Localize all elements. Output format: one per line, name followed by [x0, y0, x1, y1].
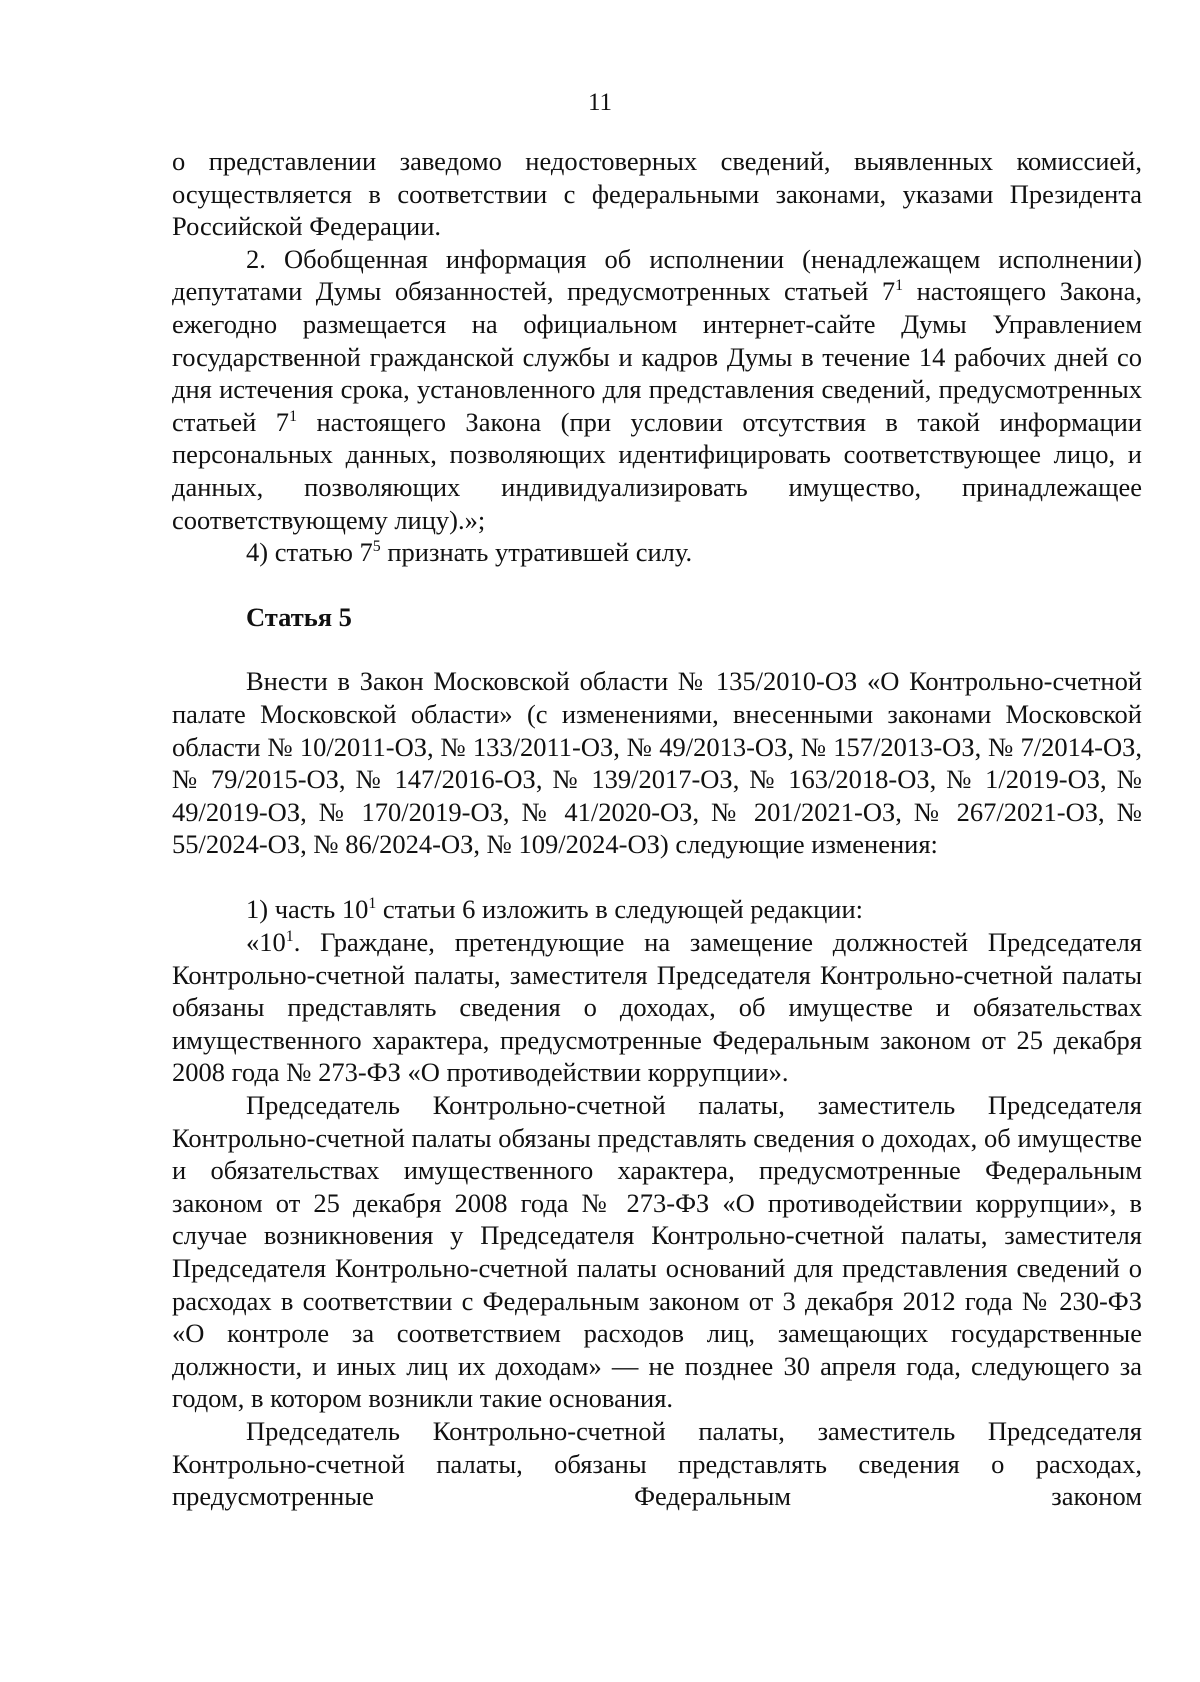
paragraph-item-2	[172, 243, 1142, 536]
paragraph-quoted-10-1	[172, 926, 1142, 1089]
paragraph-expenses-info: Председатель Контрольно-счетной палаты, заместитель Председателя Контрольно-счетной палаты, обязаны представлять сведения о расходах, предусмотренные Федеральным законом	[172, 1415, 1142, 1512]
spacer	[172, 861, 1142, 894]
paragraph-item-2-text-a: 2. Обобщенная информация об исполнении (ненадлежащем исполнении) депутатами Думы обязанностей, предусмотренных статьей 7	[172, 243, 1142, 307]
article-heading: Статья 5	[246, 601, 352, 632]
superscript: 1	[285, 928, 294, 946]
paragraph-amendment-intro: Внести в Закон Московской области № 135/2010-ОЗ «О Контрольно-счетной палате Московской области» (с изменениями, внесенными законами Московской области № 10/2011-ОЗ, № 133/2011-ОЗ, № 49/2013-ОЗ, № 157/2013-ОЗ, № 7/2014-ОЗ, № 79/2015-ОЗ, № 147/2016-ОЗ, № 139/2017-ОЗ, № 163/2018-ОЗ, № 1/2019-ОЗ, № 49/2019-ОЗ, № 170/2019-ОЗ, № 41/2020-ОЗ, № 201/2021-ОЗ, № 267/2021-ОЗ, № 55/2024-ОЗ, № 86/2024-ОЗ, № 109/2024-ОЗ) следующие изменения:	[172, 666, 1142, 860]
paragraph-change-1	[172, 893, 1142, 926]
paragraph-item-2-text-c: настоящего Закона (при условии отсутствия в такой информации персональных данных, позволяющих идентифицировать соответствующее лицо, и данных, позволяющих индивидуализировать имущество, принадлежащее соответствующему лицу).»;	[172, 406, 1142, 535]
paragraph-continuation: о представлении заведомо недостоверных сведений, выявленных комиссией, осуществляется в соответствии с федеральными законами, указами Президента Российской Федерации.	[172, 146, 1142, 242]
superscript: 1	[289, 407, 298, 425]
paragraph-change-1-text-b: статьи 6 изложить в следующей редакции:	[376, 894, 863, 925]
paragraph-item-4	[172, 536, 1142, 569]
superscript: 1	[368, 895, 377, 913]
paragraph-item-4-text-a: 4) статью 7	[246, 537, 373, 568]
superscript: 1	[895, 277, 904, 295]
paragraph-quoted-text-a: «10	[246, 927, 286, 958]
paragraph-item-4-text-b: признать утратившей силу.	[380, 537, 693, 568]
paragraph-quoted-text-b: . Граждане, претендующие на замещение должностей Председателя Контрольно-счетной палаты, заместителя Председателя Контрольно-счетной палаты обязаны представлять сведения о доходах, об имуществе и обязательствах имущественного характера, предусмотренные Федеральным законом от 25 декабря 2008 года № 273-ФЗ «О противодействии коррупции».	[172, 927, 1142, 1088]
paragraph-change-1-text-a: 1) часть 10	[246, 894, 369, 925]
document-body	[172, 145, 1142, 1513]
paragraph-chairman-obligations: Председатель Контрольно-счетной палаты, заместитель Председателя Контрольно-счетной палаты обязаны представлять сведения о доходах, об имуществе и обязательствах имущественного характера, предусмотренные Федеральным законом от 25 декабря 2008 года № 273-ФЗ «О противодействии коррупции», в случае возникновения у Председателя Контрольно-счетной палаты, заместителя Председателя Контрольно-счетной палаты оснований для представления сведений о расходах в соответствии с Федеральным законом от 3 декабря 2012 года № 230-ФЗ «О контроле за соответствием расходов лиц, замещающих государственные должности, и иных лиц их доходам» — не позднее 30 апреля года, следующего за годом, в котором возникли такие основания.	[172, 1090, 1142, 1414]
page-number: 11	[587, 89, 613, 116]
paragraph-item-2-text-b: настоящего Закона, ежегодно размещается на официальном интернет-сайте Думы Управлением государственной гражданской службы и кадров Думы в течение 14 рабочих дней со дня истечения срока, установленного для представления сведений, предусмотренных статьей 7	[172, 276, 1142, 437]
superscript: 5	[372, 538, 381, 556]
